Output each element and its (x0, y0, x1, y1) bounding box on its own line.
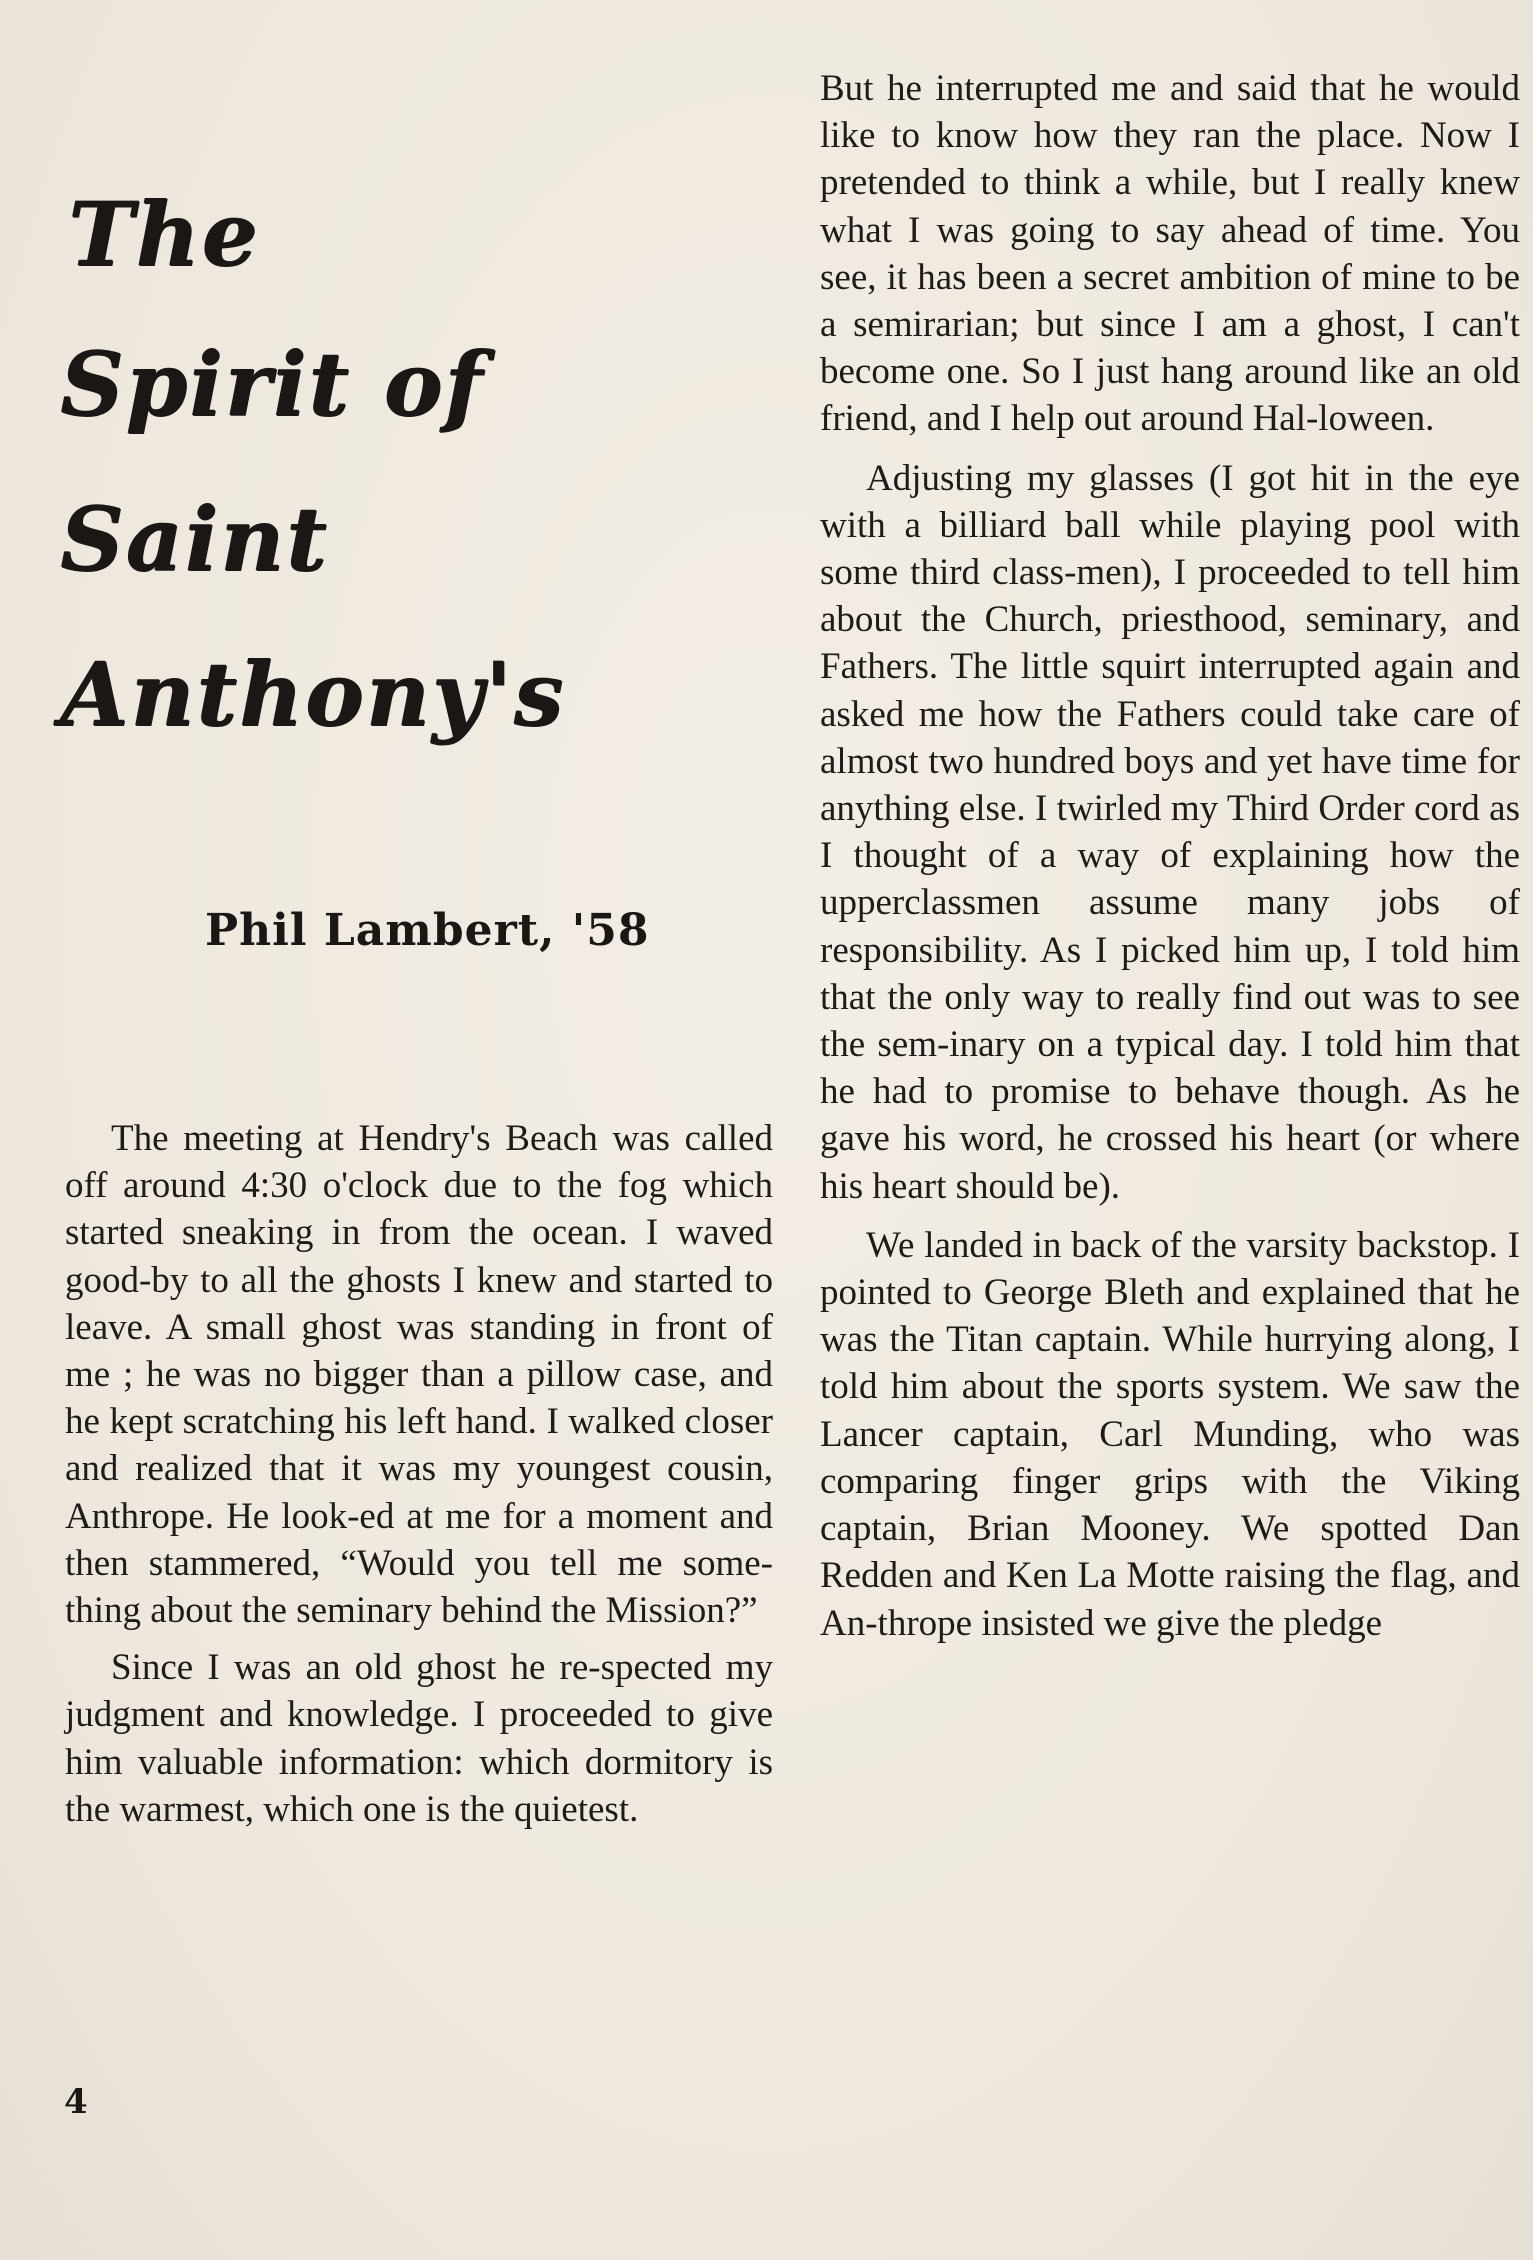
page-number: 4 (64, 2082, 88, 2122)
paragraph: Adjusting my glasses (I got hit in the eye with a billiard ball while playing pool with some third class-men), I proceeded to tell him about the Church, priesthood, seminary, and Fathers. The little squirt interrupted again and asked me how the Fathers could take care of almost two hundred boys and yet have time for anything else. I twirled my Third Order cord as I thought of a way of explaining how the upperclassmen assume many jobs of responsibility. As I picked him up, I told him that the only way to really find out was to see the sem-inary on a typical day. I told him that he had to promise to behave though. As he gave his word, he crossed his heart (or where his heart should be). (820, 457, 1520, 1207)
title-line-1: The (68, 182, 260, 286)
paragraph: Since I was an old ghost he re-spected my judgment and knowledge. I proceeded to give him valuable information: which dormitory is the warmest, which one is the quietest. (65, 1647, 773, 1830)
paragraph: The meeting at Hendry's Beach was called off around 4:30 o'clock due to the fog which started sneaking in from the ocean. I waved good-by to all the ghosts I knew and started to leave. A small ghost was standing in front of me ; he was no bigger than a pillow case, and he kept scratching his left hand. I walked closer and realized that it was my youngest cousin, Anthrope. He look-ed at me for a moment and then stammered, “Would you tell me some-thing about the seminary behind the Mission?” (65, 1118, 773, 1632)
author-byline: Phil Lambert, '58 (205, 905, 650, 956)
title-line-3: Saint (60, 487, 329, 591)
right-column (820, 65, 1520, 1647)
left-column (65, 1115, 773, 1833)
paragraph: We landed in back of the varsity backstop. I pointed to George Bleth and explained that he was the Titan captain. While hurrying along, I told him about the sports system. We saw the Lancer captain, Carl Munding, who was comparing finger grips with the Viking captain, Brian Mooney. We spotted Dan Redden and Ken La Motte raising the flag, and An-thrope insisted we give the pledge (820, 1224, 1520, 1644)
title-line-4: Anthony's (60, 642, 566, 746)
paragraph: But he interrupted me and said that he would like to know how they ran the place. Now I pretended to think a while, but I really knew what I was going to say ahead of time. You see, it has been a secret ambition of mine to be a semirarian; but since I am a ghost, I can't become one. So I just hang around like an old friend, and I help out around Hal-loween. (820, 68, 1520, 440)
title-line-2: Spirit of (60, 332, 485, 436)
